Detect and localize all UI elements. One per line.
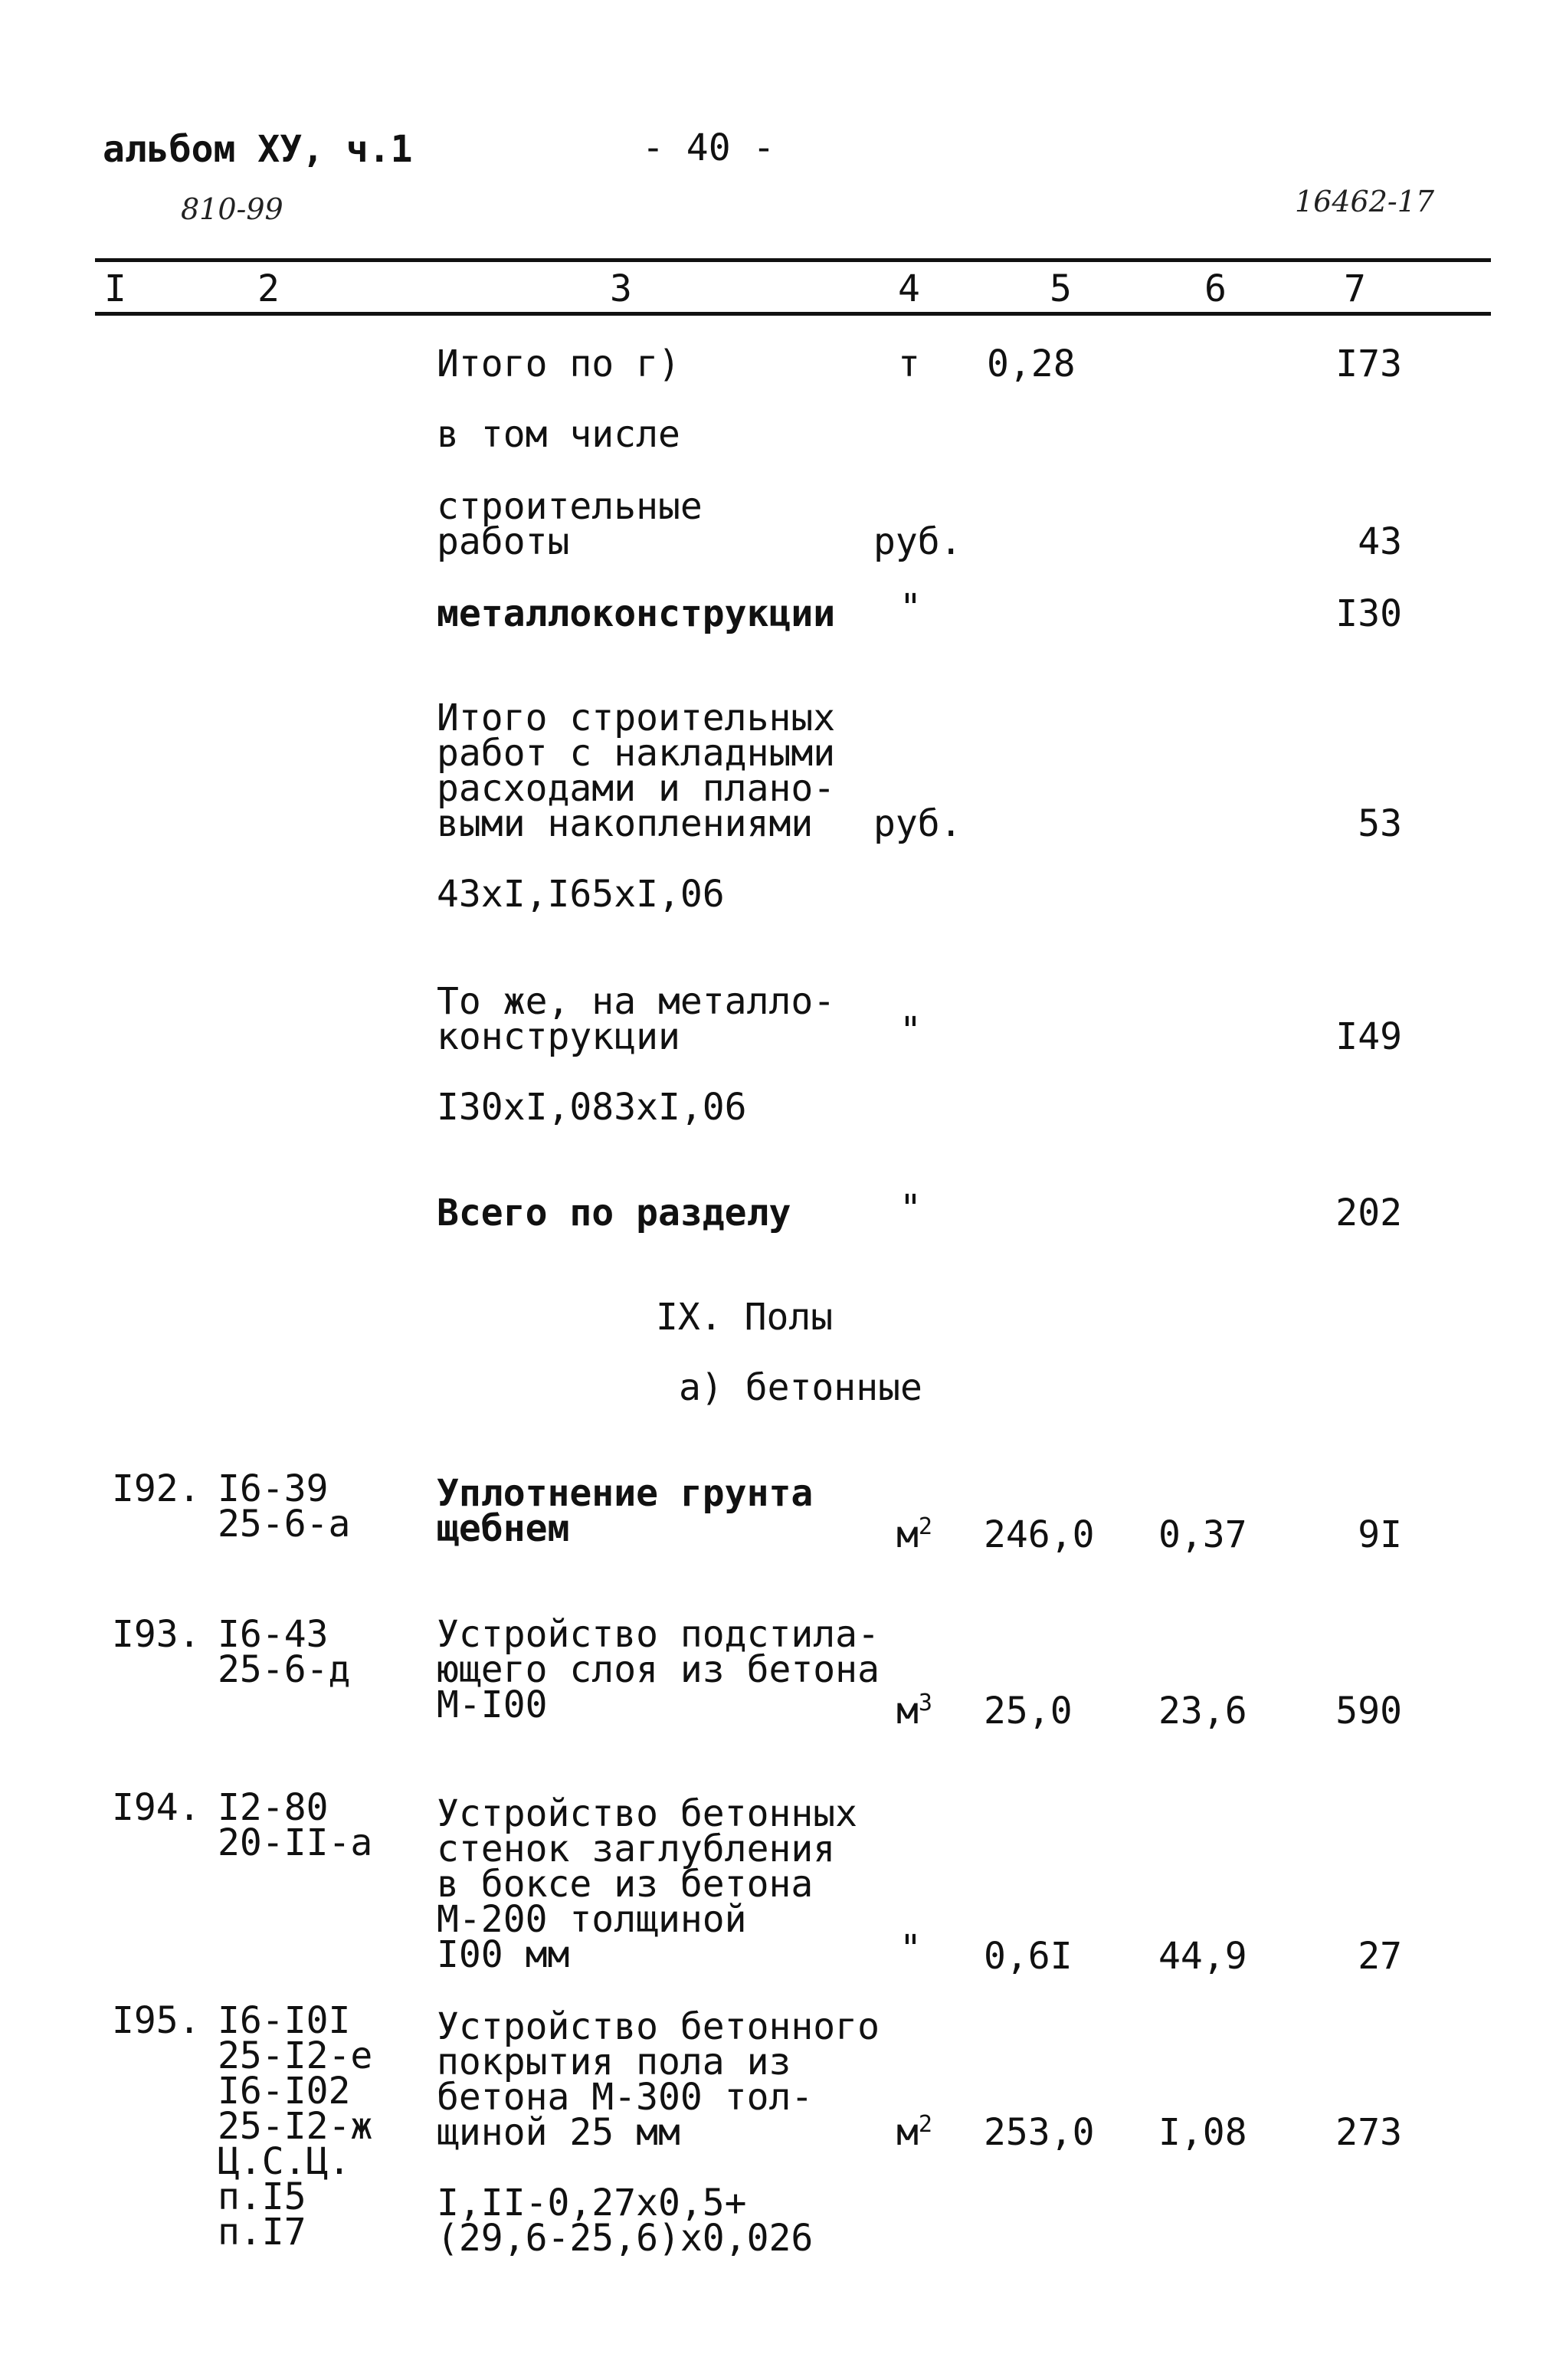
row-description: М-200 толщиной [437,1898,747,1941]
row-number: I93. [112,1613,201,1656]
row-description: Устройство бетонного [437,2005,880,2048]
overhead-line3: расходами и плано- [437,767,836,810]
metal-unit: " [899,586,922,629]
construction-label-line1: строительные [437,485,703,528]
section-total-label: Всего по разделу [437,1192,791,1234]
section-subtitle: а) бетонные [679,1366,922,1409]
overhead-formula: 43хI,I65хI,06 [437,873,725,916]
metal-overhead-unit: " [899,1009,922,1052]
row-description: I00 мм [437,1933,570,1976]
row-code: 25-I2-ж [218,2105,373,2148]
row-unit: $м^3$ [896,1690,932,1733]
column-header-1: I [104,267,126,310]
row-code: 25-6-д [218,1648,351,1691]
row-code: I2-80 [218,1786,329,1829]
handwritten-registry-number: 16462-17 [1295,185,1435,218]
column-header-5: 5 [1050,267,1072,310]
column-header-7: 7 [1344,267,1366,310]
row-unit: $м^2$ [896,1513,932,1556]
row-price: 44,9 [1158,1935,1247,1978]
row-description: ющего слоя из бетона [437,1648,880,1691]
column-header-4: 4 [898,267,920,310]
handwritten-doc-number: 810-99 [181,192,283,226]
row-code: Ц.С.Ц. [218,2140,351,2183]
column-header-6: 6 [1204,267,1227,310]
metal-overhead-formula: I30хI,083хI,06 [437,1086,747,1129]
row-code: I6-I02 [218,2070,351,2113]
row-description: щебнем [437,1507,570,1550]
section-total-value: 202 [1335,1192,1402,1234]
summary-unit: т [898,343,920,385]
page-number: - 40 - [642,126,775,169]
row-formula: (29,6-25,6)х0,026 [437,2217,814,2260]
row-number: I92. [112,1467,201,1510]
metal-label: металлоконструкции [437,592,836,635]
column-header-3: 3 [610,267,632,310]
row-quantity: 25,0 [984,1690,1073,1733]
row-number: I95. [112,1999,201,2042]
row-quantity: 246,0 [984,1513,1095,1556]
summary-quantity: 0,28 [987,343,1076,385]
summary-total: I73 [1335,343,1402,385]
row-description: покрытия пола из [437,2041,791,2083]
metal-overhead-total: I49 [1335,1015,1402,1058]
album-label: альбом ХУ, ч.1 [103,128,413,171]
header-top-rule [95,258,1491,262]
row-description: в боксе из бетона [437,1863,814,1906]
row-quantity: 253,0 [984,2111,1095,2154]
row-unit: $м^2$ [896,2111,932,2154]
row-code: п.I7 [218,2211,306,2254]
overhead-total: 53 [1358,802,1402,845]
row-price: I,08 [1158,2111,1247,2154]
row-code: I6-I0I [218,1999,351,2042]
construction-unit: руб. [873,520,962,563]
including-label: в том числе [437,413,680,456]
row-code: I6-39 [218,1467,329,1510]
metal-overhead-line2: конструкции [437,1015,680,1058]
metal-overhead-line1: То же, на металло- [437,980,836,1023]
summary-label: Итого по г) [437,343,680,385]
row-description: стенок заглубления [437,1828,836,1870]
section-total-unit: " [899,1187,922,1230]
row-price: 23,6 [1158,1690,1247,1733]
row-unit: " [899,1927,922,1970]
row-code: 20-II-а [218,1821,373,1864]
construction-label-line2: работы [437,520,570,563]
row-description: Устройство бетонных [437,1792,858,1835]
section-title: IX. Полы [656,1296,834,1339]
metal-total: I30 [1335,592,1402,635]
row-description: щиной 25 мм [437,2111,680,2154]
overhead-line2: работ с накладными [437,732,836,775]
header-bottom-rule [95,312,1491,316]
row-code: I6-43 [218,1613,329,1656]
row-code: 25-I2-е [218,2034,373,2077]
construction-total: 43 [1358,520,1402,563]
row-total: 590 [1335,1690,1402,1733]
row-description: бетона М-300 тол- [437,2076,814,2119]
row-total: 9I [1358,1513,1402,1556]
row-quantity: 0,6I [984,1935,1073,1978]
row-description: Уплотнение грунта [437,1472,814,1515]
column-header-2: 2 [257,267,280,310]
row-total: 273 [1335,2111,1402,2154]
row-formula: I,II-0,27х0,5+ [437,2182,747,2224]
row-number: I94. [112,1786,201,1829]
overhead-line1: Итого строительных [437,697,836,739]
row-price: 0,37 [1158,1513,1247,1556]
overhead-unit: руб. [873,802,962,845]
row-total: 27 [1358,1935,1402,1978]
row-description: Устройство подстила- [437,1613,880,1656]
row-code: п.I5 [218,2175,306,2218]
overhead-line4: выми накоплениями [437,802,814,845]
row-description: М-I00 [437,1683,548,1726]
row-code: 25-6-а [218,1503,351,1546]
